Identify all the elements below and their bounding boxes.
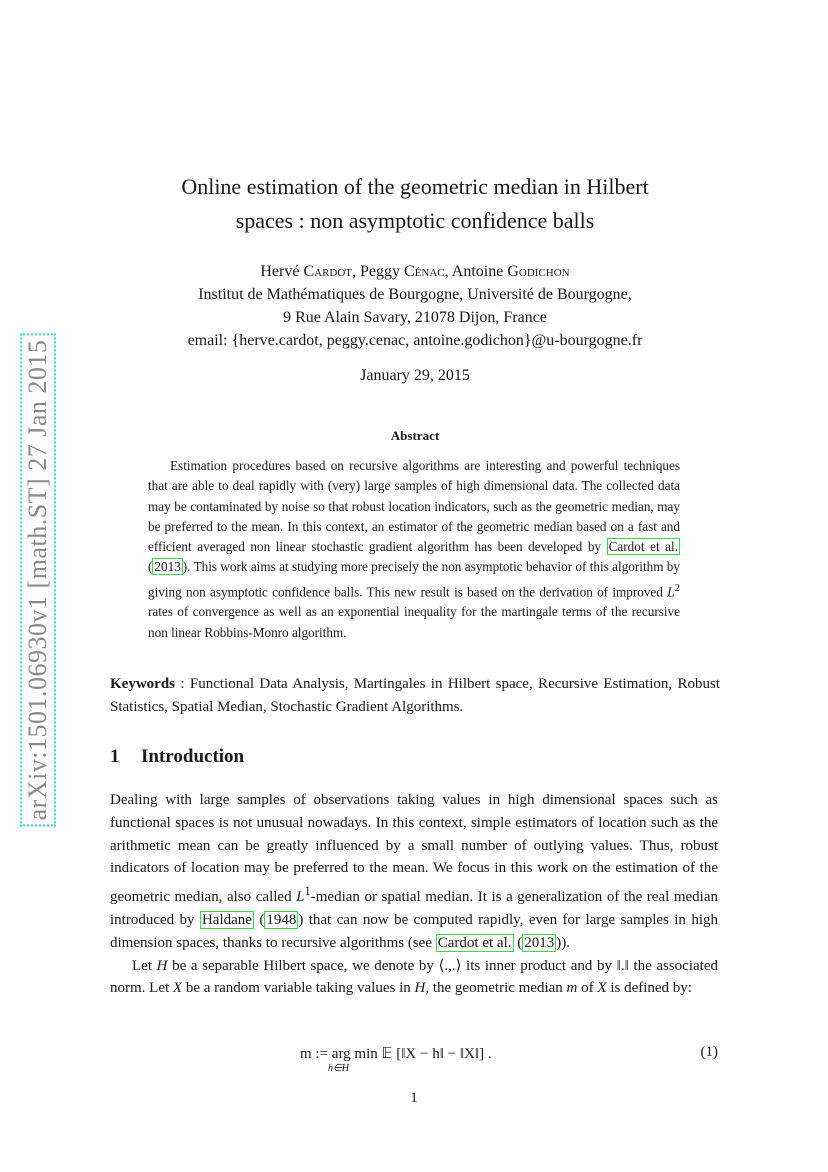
author-1-first: Hervé <box>260 263 304 280</box>
author-3-last: Godichon <box>507 263 570 280</box>
var-m: m <box>566 980 578 997</box>
equation-1 <box>110 1040 718 1074</box>
paper-title <box>110 170 720 238</box>
var-h: H <box>414 980 426 997</box>
text: be a separable Hilbert space, we denote by ⟨.,.⟩ its inner product and by ‖.‖ the associated norm. Let <box>110 957 718 997</box>
abstract-part-2: ). This work aims at studying more precisely the non asymptotic behavior of this algorithm by giving non asymptotic confidence balls. This new result is based on the derivation of improved <box>148 559 680 600</box>
text: -median or spatial median. It is a generalization of the real median introduced by <box>110 889 718 928</box>
text: , the geometric median <box>425 980 567 997</box>
abstract-heading: Abstract <box>390 428 440 443</box>
l2-exponent: 2 <box>674 581 680 594</box>
cite-open: ( <box>513 934 523 951</box>
var-x: X <box>172 980 183 997</box>
cite-open: ( <box>253 911 265 928</box>
text: Let <box>132 957 157 974</box>
title-line-1: Online estimation of the geometric median in Hilbert <box>181 174 649 199</box>
author-2-first: Peggy <box>360 263 405 280</box>
l1-symbol: L <box>296 889 305 906</box>
institute: Institut de Mathématiques de Bourgogne, Université de Bourgogne, <box>198 286 632 303</box>
citation-link-2013[interactable]: 2013 <box>524 934 555 951</box>
equation-number: (1) <box>700 1044 718 1060</box>
title-line-2: spaces : non asymptotic confidence balls <box>235 208 595 233</box>
text: ) that can now be computed rapidly, even for large samples in high dimension spaces, thanks to recursive algorithms (see <box>110 911 718 951</box>
author-block <box>110 260 720 352</box>
abstract-part-1: Estimation procedures based on recursive algorithms are interesting and powerful techniques that are able to deal rapidly with (very) large samples of high dimensional data. The collected data may be contaminated by noise so that robust location indicators, such as the geometric median, may be preferred to the mean. In this context, an estimator of the geometric median based on a fast and efficient averaged non linear stochastic gradient algorithm has been developed by <box>148 458 680 555</box>
author-2-last: Cénac <box>404 263 445 280</box>
author-sep: , <box>444 263 452 280</box>
email: email: {herve.cardot, peggy.cenac, antoine.godichon}@u-bourgogne.fr <box>187 332 643 349</box>
paper-date: January 29, 2015 <box>360 367 470 384</box>
l2-symbol: L <box>667 584 675 600</box>
arxiv-side-stamp[interactable] <box>18 322 58 838</box>
var-x: X <box>597 980 607 997</box>
abstract-part-3: rates of convergence as well as an exponential inequality for the martingale terms of the recursive non linear Robbins-Monro algorithm. <box>148 604 680 640</box>
citation-link-cardot[interactable]: Cardot et al. <box>437 934 512 951</box>
keywords-text: : Functional Data Analysis, Martingales in Hilbert space, Recursive Estimation, Robust Statistics, Spatial Median, Stochastic Gradient Algorithms. <box>110 676 720 715</box>
argmin-subscript: h∈H <box>328 1063 349 1074</box>
author-sep: , <box>352 263 361 280</box>
text: is defined by: <box>606 980 692 997</box>
author-3-first: Antoine <box>451 263 508 280</box>
section-title: Introduction <box>141 746 245 767</box>
text: Dealing with large samples of observations taking values in high dimensional spaces such as functional spaces is not unusual nowadays. In this context, simple estimators of location such as the arithmetic mean can be greatly influenced by a small number of outlying values. Thus, robust indicators of location may be preferred to the mean. We focus in this work on the estimation of the geometric median, also called <box>110 792 718 906</box>
arxiv-identifier[interactable]: arXiv:1501.06930v1 [math.ST] 27 Jan 2015 <box>20 334 56 827</box>
author-names <box>110 260 720 283</box>
l1-exponent: 1 <box>304 884 311 899</box>
section-heading <box>110 746 244 768</box>
citation-link-2013[interactable]: 2013 <box>154 559 181 575</box>
cite-open: ( <box>148 559 153 575</box>
keywords <box>110 673 720 719</box>
citation-link-1948[interactable]: 1948 <box>266 911 297 928</box>
text: )). <box>556 934 570 951</box>
citation-link-cardot[interactable]: Cardot et al. <box>608 539 678 555</box>
introduction-body <box>110 789 718 1000</box>
var-h: H <box>156 957 168 974</box>
equation-body <box>300 1044 492 1074</box>
text: of <box>577 980 598 997</box>
text: be a random variable taking values in <box>182 980 415 997</box>
argmin-operator <box>300 1046 378 1074</box>
citation-link-haldane[interactable]: Haldane <box>201 911 252 928</box>
keywords-label: Keywords <box>110 676 175 692</box>
paragraph <box>110 955 718 1001</box>
page-number: 1 <box>410 1090 418 1106</box>
paragraph <box>110 789 718 955</box>
section-number: 1 <box>110 746 120 767</box>
equation-lhs: m := arg min <box>300 1046 378 1062</box>
address: 9 Rue Alain Savary, 21078 Dijon, France <box>283 309 547 326</box>
abstract-text <box>148 456 680 643</box>
equation-rhs: 𝔼 [‖X − h‖ − ‖X‖] . <box>377 1046 492 1062</box>
author-1-last: Cardot <box>303 263 353 280</box>
